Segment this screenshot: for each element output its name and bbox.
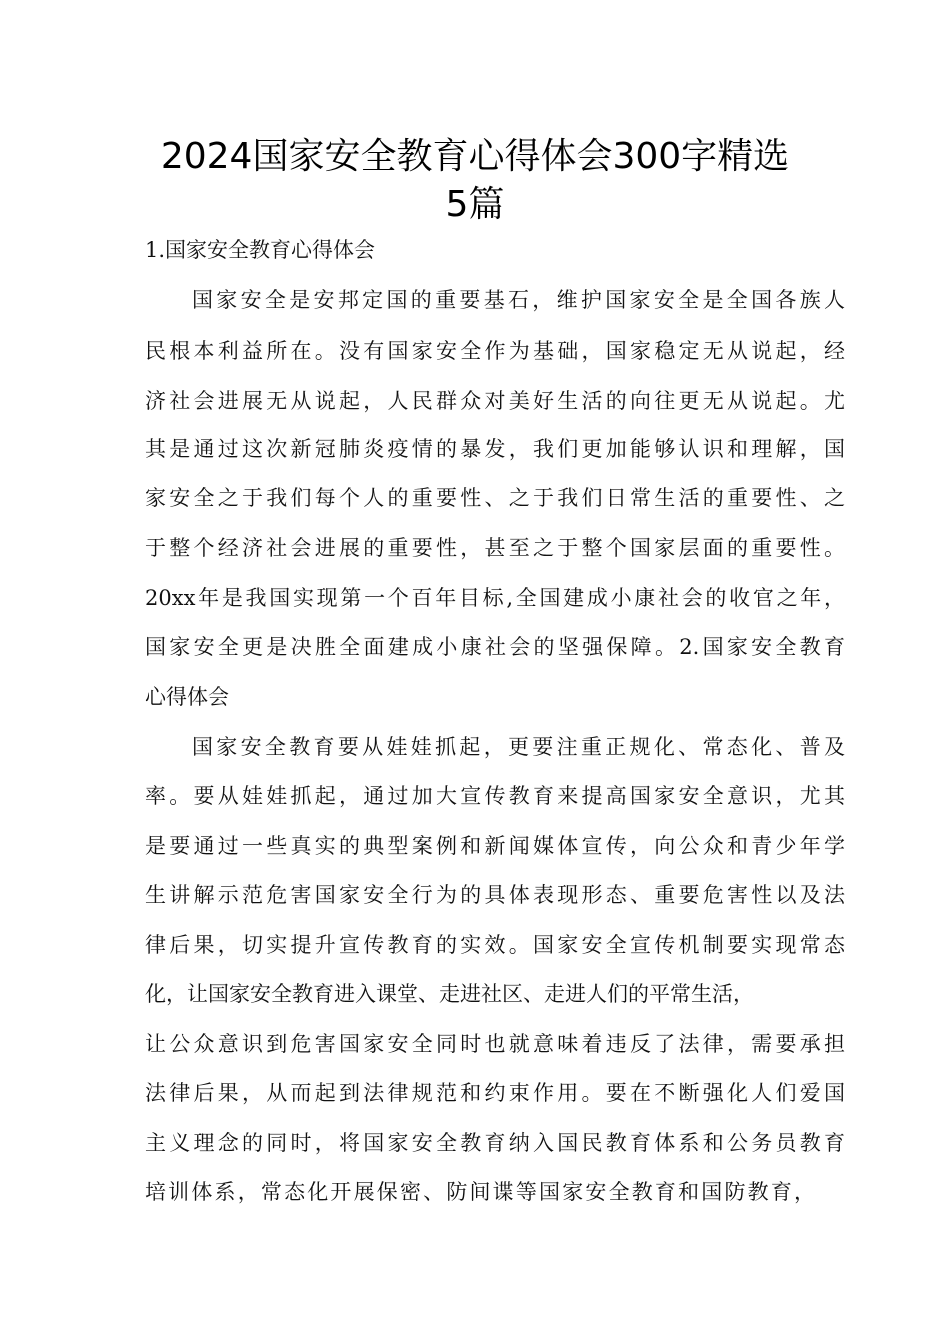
document-title-line-1: 2024国家安全教育心得体会300字精选 bbox=[160, 136, 790, 177]
paragraph-line: 于整个经济社会进展的重要性，甚至之于整个国家层面的重要性。 bbox=[145, 536, 845, 560]
paragraph-line: 是要通过一些真实的典型案例和新闻媒体宣传，向公众和青少年学 bbox=[145, 834, 845, 858]
paragraph-line: 主义理念的同时，将国家安全教育纳入国民教育体系和公务员教育 bbox=[145, 1131, 845, 1155]
section-heading-2-continuation: 心得体会 bbox=[145, 685, 229, 709]
paragraph-line: 20xx年是我国实现第一个百年目标,全国建成小康社会的收官之年， bbox=[145, 586, 845, 610]
paragraph-line: 生讲解示范危害国家安全行为的具体表现形态、重要危害性以及法 bbox=[145, 883, 845, 907]
paragraph-line: 其是通过这次新冠肺炎疫情的暴发，我们更加能够认识和理解，国 bbox=[145, 437, 845, 461]
paragraph-line: 让公众意识到危害国家安全同时也就意味着违反了法律，需要承担 bbox=[145, 1032, 845, 1056]
paragraph-line: 家安全之于我们每个人的重要性、之于我们日常生活的重要性、之 bbox=[145, 486, 845, 510]
paragraph-line: 民根本利益所在。没有国家安全作为基础，国家稳定无从说起，经 bbox=[145, 339, 845, 363]
paragraph-line: 国家安全更是决胜全面建成小康社会的坚强保障。2.国家安全教育 bbox=[145, 635, 845, 659]
paragraph-line: 国家安全教育要从娃娃抓起，更要注重正规化、常态化、普及 bbox=[192, 735, 845, 759]
document-title-line-2: 5篇 bbox=[445, 184, 505, 225]
paragraph-line: 律后果，切实提升宣传教育的实效。国家安全宣传机制要实现常态 bbox=[145, 933, 845, 957]
paragraph-line: 培训体系，常态化开展保密、防间谍等国家安全教育和国防教育， bbox=[145, 1180, 815, 1204]
paragraph-line: 化，让国家安全教育进入课堂、走进社区、走进人们的平常生活， bbox=[145, 982, 754, 1006]
section-heading-1: 1.国家安全教育心得体会 bbox=[145, 238, 376, 262]
paragraph-line: 国家安全是安邦定国的重要基石，维护国家安全是全国各族人 bbox=[192, 288, 845, 312]
paragraph-line: 法律后果，从而起到法律规范和约束作用。要在不断强化人们爱国 bbox=[145, 1081, 845, 1105]
paragraph-line: 率。要从娃娃抓起，通过加大宣传教育来提高国家安全意识，尤其 bbox=[145, 784, 845, 808]
paragraph-line: 济社会进展无从说起，人民群众对美好生活的向往更无从说起。尤 bbox=[145, 389, 845, 413]
